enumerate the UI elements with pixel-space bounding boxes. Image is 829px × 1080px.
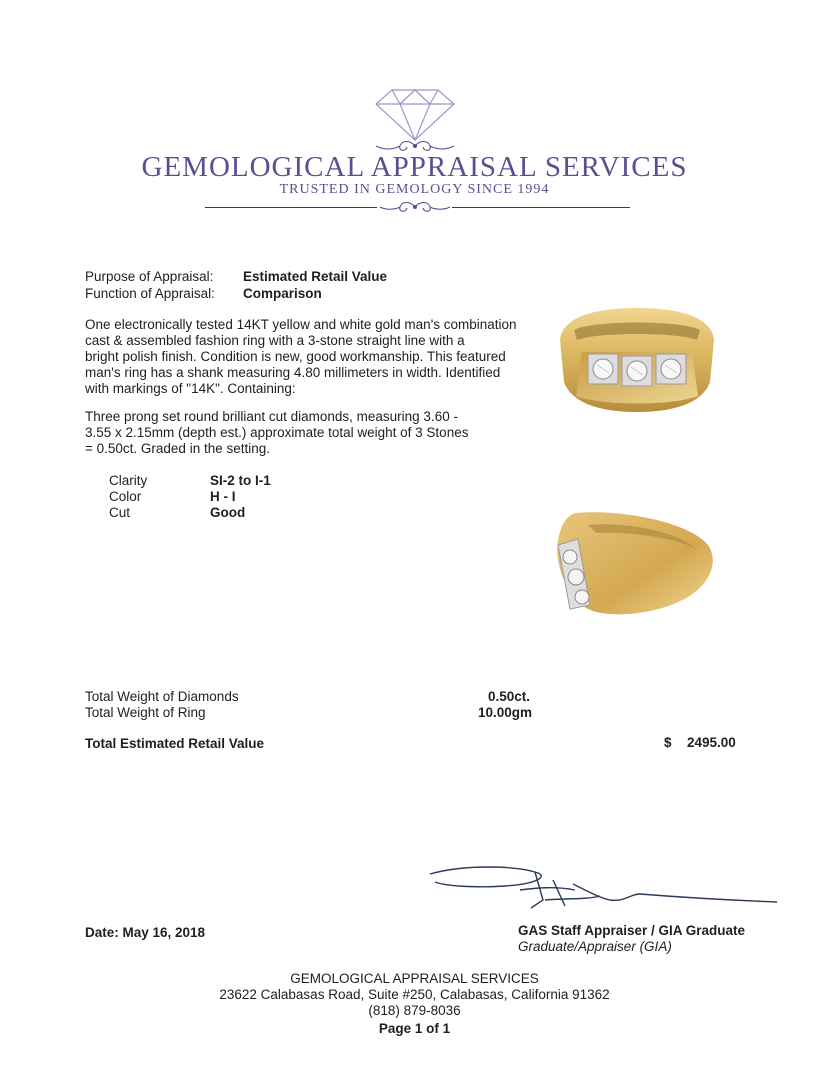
currency-symbol: $ <box>664 735 672 750</box>
ring-photo-front <box>552 300 722 418</box>
cut-value: Good <box>210 505 246 520</box>
stones-description <box>85 409 535 457</box>
description-line: bright polish finish. Condition is new, good workmanship. This featured <box>85 349 506 364</box>
total-ring-value: 10.00gm <box>478 705 533 720</box>
header-rule-right <box>452 207 630 208</box>
stones-line: Three prong set round brilliant cut diamonds, measuring 3.60 - <box>85 409 458 424</box>
color-value: H - I <box>210 489 236 504</box>
stones-line: = 0.50ct. Graded in the setting. <box>85 441 270 456</box>
diamond-logo-icon <box>370 84 460 144</box>
description-line: man's ring has a shank measuring 4.80 millimeters in width. Identified <box>85 365 501 380</box>
function-label: Function of Appraisal: <box>85 286 215 301</box>
appraiser-signature <box>425 860 785 920</box>
footer-address: 23622 Calabasas Road, Suite #250, Calabasas, California 91362 <box>219 987 610 1002</box>
stones-line: 3.55 x 2.15mm (depth est.) approximate total weight of 3 Stones <box>85 425 469 440</box>
purpose-value: Estimated Retail Value <box>243 269 388 284</box>
function-value: Comparison <box>243 286 322 301</box>
company-name: GEMOLOGICAL APPRAISAL SERVICES <box>141 151 688 183</box>
clarity-value: SI-2 to I-1 <box>210 473 271 488</box>
ring-photo-side <box>548 505 718 623</box>
total-diamonds-label: Total Weight of Diamonds <box>85 689 239 704</box>
retail-value-label: Total Estimated Retail Value <box>85 736 265 751</box>
footer-company: GEMOLOGICAL APPRAISAL SERVICES <box>290 971 539 986</box>
total-diamonds-value: 0.50ct. <box>488 689 531 704</box>
cut-label: Cut <box>109 505 131 520</box>
total-ring-label: Total Weight of Ring <box>85 705 206 720</box>
retail-value-amount: 2495.00 <box>687 735 736 750</box>
appraiser-title: GAS Staff Appraiser / GIA Graduate <box>518 923 746 938</box>
description-line: with markings of "14K". Containing: <box>85 381 296 396</box>
page-number: Page 1 of 1 <box>378 1021 451 1036</box>
flourish-bottom-icon <box>378 199 452 215</box>
footer-phone: (818) 879-8036 <box>368 1003 461 1018</box>
appraisal-date: Date: May 16, 2018 <box>85 925 206 940</box>
description-line: cast & assembled fashion ring with a 3-stone straight line with a <box>85 333 465 348</box>
appraiser-credential: Graduate/Appraiser (GIA) <box>518 939 672 954</box>
purpose-label: Purpose of Appraisal: <box>85 269 214 284</box>
header-rule-left <box>205 207 377 208</box>
color-label: Color <box>109 489 142 504</box>
clarity-label: Clarity <box>109 473 148 488</box>
item-description <box>85 317 535 397</box>
description-line: One electronically tested 14KT yellow and white gold man's combination <box>85 317 517 332</box>
company-tagline: TRUSTED IN GEMOLOGY SINCE 1994 <box>279 182 550 197</box>
